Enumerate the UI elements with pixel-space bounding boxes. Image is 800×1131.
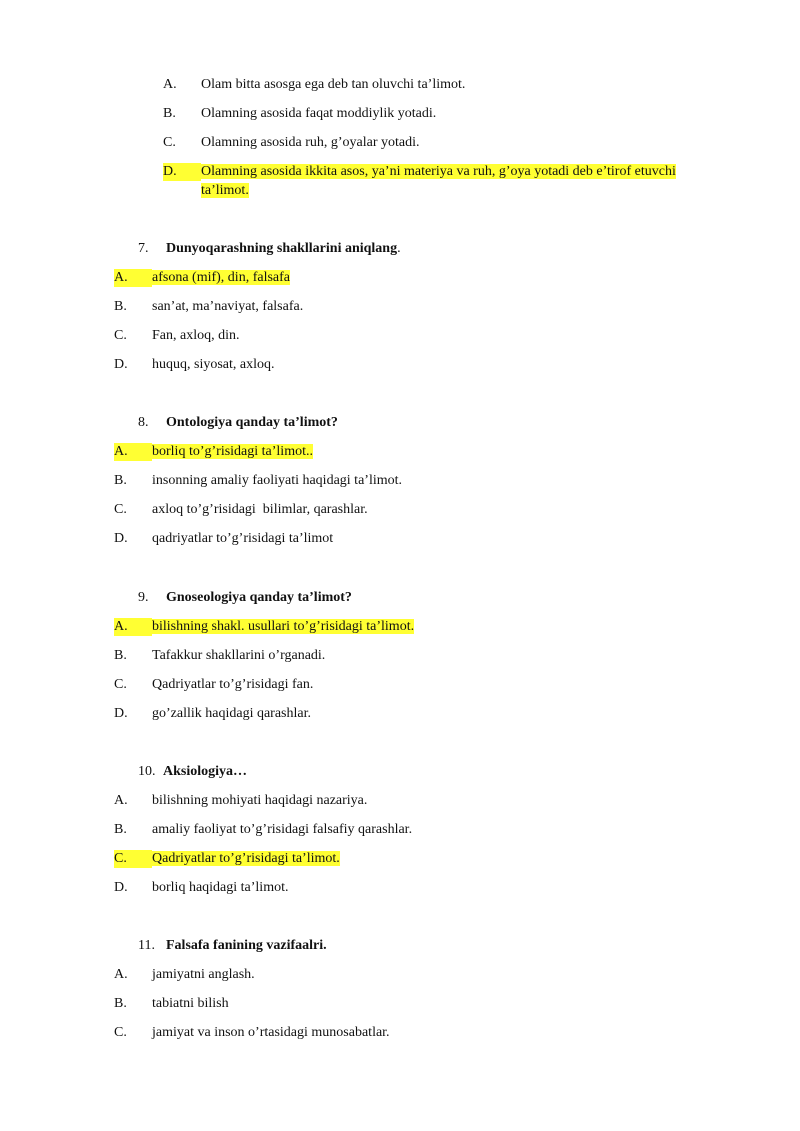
question-text: Gnoseologiya qanday ta’limot? <box>166 590 352 605</box>
option-letter: B. <box>114 822 127 837</box>
q8-option-d <box>114 530 333 548</box>
question-text: Ontologiya qanday ta’limot? <box>166 415 338 430</box>
intro-option-d-continued <box>201 182 249 200</box>
option-letter: D. <box>114 531 128 546</box>
question-text: Dunyoqarashning shakllarini aniqlang <box>166 241 398 256</box>
q7-option-a <box>114 269 290 287</box>
question-text: Aksiologiya… <box>163 764 248 779</box>
option-letter: B. <box>114 996 127 1011</box>
option-text: jamiyat va inson o’rtasidagi munosabatlar. <box>152 1025 390 1040</box>
option-text: borliq to’g’risidagi ta’limot.. <box>152 444 313 459</box>
q10-option-c <box>114 850 340 868</box>
option-text: Qadriyatlar to’g’risidagi fan. <box>152 677 314 692</box>
q9-option-b <box>114 647 325 665</box>
q7-option-c <box>114 327 240 345</box>
option-letter: C. <box>163 135 176 150</box>
option-text: bilishning shakl. usullari to’g’risidagi ta’limot. <box>152 619 415 634</box>
q8-option-c <box>114 501 368 519</box>
question-number: 7. <box>138 241 149 256</box>
intro-option-d <box>163 163 676 181</box>
option-text: insonning amaliy faoliyati haqidagi ta’limot. <box>152 473 403 488</box>
intro-option-a <box>163 76 465 94</box>
option-text: Olamning asosida ikkita asos, ya’ni materiya va ruh, g’oya yotadi deb e’tirof etuvchi <box>201 164 676 179</box>
option-text: Olamning asosida ruh, g’oyalar yotadi. <box>201 135 420 150</box>
option-text: borliq haqidagi ta’limot. <box>152 880 289 895</box>
option-text: jamiyatni anglash. <box>152 967 255 982</box>
q7-option-d <box>114 356 275 374</box>
option-letter: D. <box>114 706 128 721</box>
q8-option-b <box>114 472 402 490</box>
question-8 <box>138 414 338 432</box>
option-text: amaliy faoliyat to’g’risidagi falsafiy qarashlar. <box>152 822 413 837</box>
option-letter: A. <box>114 618 152 636</box>
option-text: bilishning mohiyati haqidagi nazariya. <box>152 793 368 808</box>
question-10 <box>138 763 247 781</box>
question-number: 8. <box>138 415 149 430</box>
option-letter: C. <box>114 328 127 343</box>
option-letter: D. <box>163 163 201 181</box>
q9-option-d <box>114 705 311 723</box>
option-letter: D. <box>114 357 128 372</box>
intro-option-c <box>163 134 420 152</box>
option-text: huquq, siyosat, axloq. <box>152 357 275 372</box>
option-text: Fan, axloq, din. <box>152 328 240 343</box>
question-text: Falsafa fanining vazifaalri. <box>166 938 327 953</box>
option-text: Tafakkur shakllarini o’rganadi. <box>152 648 326 663</box>
option-text: Olamning asosida faqat moddiylik yotadi. <box>201 106 437 121</box>
option-letter: A. <box>114 967 128 982</box>
option-letter: B. <box>163 106 176 121</box>
option-letter: A. <box>114 443 152 461</box>
question-number: 11. <box>138 938 155 953</box>
option-letter: A. <box>114 793 128 808</box>
question-9 <box>138 589 352 607</box>
option-text: axloq to’g’risidagi bilimlar, qarashlar. <box>152 502 368 517</box>
option-letter: B. <box>114 648 127 663</box>
option-text: san’at, ma’naviyat, falsafa. <box>152 299 304 314</box>
question-number: 10. <box>138 764 156 779</box>
option-text: afsona (mif), din, falsafa <box>152 270 290 285</box>
option-text: Olam bitta asosga ega deb tan oluvchi ta’limot. <box>201 77 466 92</box>
option-text: tabiatni bilish <box>152 996 229 1011</box>
q9-option-c <box>114 676 313 694</box>
option-letter: C. <box>114 502 127 517</box>
intro-option-b <box>163 105 436 123</box>
option-letter: C. <box>114 677 127 692</box>
q8-option-a <box>114 443 313 461</box>
option-text: qadriyatlar to’g’risidagi ta’limot <box>152 531 334 546</box>
option-letter: A. <box>163 77 177 92</box>
q11-option-c <box>114 1024 390 1042</box>
q10-option-d <box>114 879 288 897</box>
option-letter: D. <box>114 880 128 895</box>
option-text-continued: ta’limot. <box>201 183 249 198</box>
question-7 <box>138 240 401 258</box>
question-number: 9. <box>138 590 149 605</box>
option-letter: C. <box>114 1025 127 1040</box>
q9-option-a <box>114 618 414 636</box>
q10-option-b <box>114 821 412 839</box>
option-letter: A. <box>114 269 152 287</box>
q11-option-a <box>114 966 255 984</box>
option-letter: B. <box>114 473 127 488</box>
q7-option-b <box>114 298 303 316</box>
q11-option-b <box>114 995 229 1013</box>
question-11 <box>138 937 327 955</box>
q10-option-a <box>114 792 367 810</box>
option-letter: C. <box>114 850 152 868</box>
option-letter: B. <box>114 299 127 314</box>
question-suffix: . <box>397 241 401 256</box>
option-text: Qadriyatlar to’g’risidagi ta’limot. <box>152 851 340 866</box>
option-text: go’zallik haqidagi qarashlar. <box>152 706 311 721</box>
